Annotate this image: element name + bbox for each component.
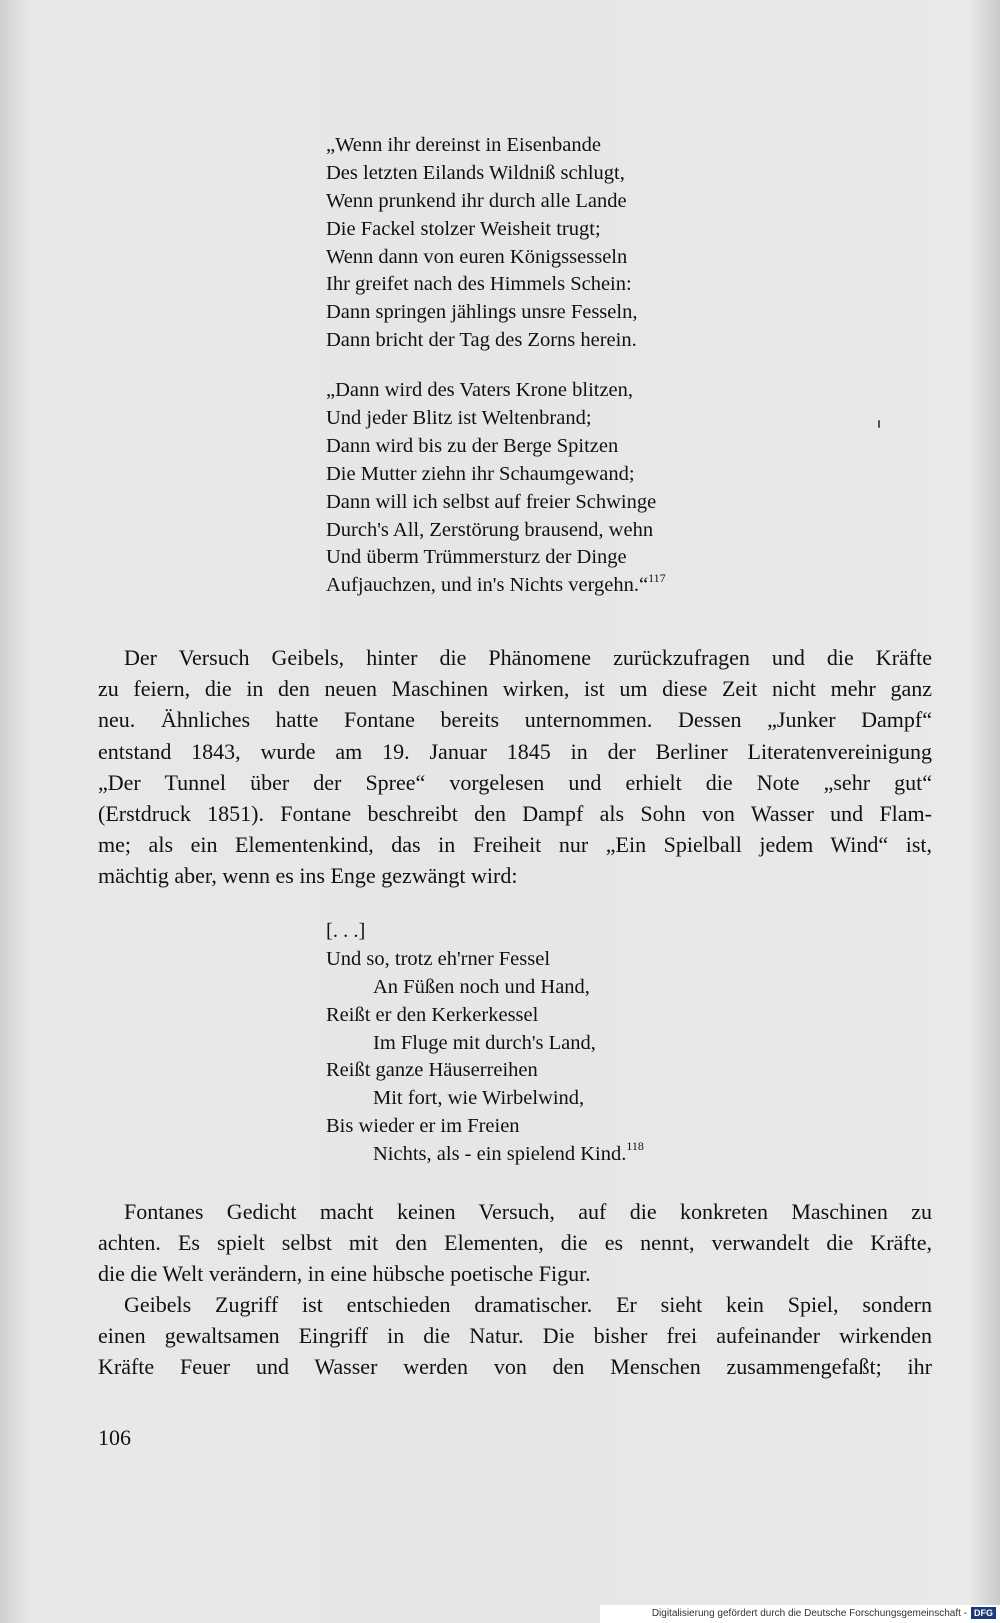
page-number: 106 <box>98 1425 131 1450</box>
poem-line: „Wenn ihr dereinst in Eisenbande <box>326 134 602 156</box>
scan-speck <box>878 420 880 428</box>
text-line: Geibels Zugriff ist entschieden dramatischer. Er sieht kein Spiel, sondern <box>124 1292 932 1317</box>
poem-line: Dann wird bis zu der Berge Spitzen <box>326 434 619 457</box>
poem-line <box>326 572 666 600</box>
poem-line: Dann will ich selbst auf freier Schwinge <box>326 490 657 513</box>
poem-line: An Füßen noch und Hand, <box>373 975 590 998</box>
footnote-marker: 118 <box>626 1139 644 1154</box>
text-line: me; als ein Elementenkind, das in Freiheit nur „Ein Spielball jedem Wind“ ist, <box>98 832 932 858</box>
digitization-footer <box>600 1605 1000 1623</box>
poem-line: Wenn dann von euren Königssesseln <box>326 245 628 268</box>
poem-block-1 <box>326 132 666 600</box>
poem-line: Dann bricht der Tag des Zorns herein. <box>326 329 637 352</box>
poem-line: Mit fort, wie Wirbelwind, <box>373 1087 585 1110</box>
paragraph-3 <box>98 1289 932 1383</box>
footer-text: Digitalisierung gefördert durch die Deutsche Forschungsgemeinschaft - <box>651 1608 967 1619</box>
poem-line: Und so, trotz eh'rner Fessel <box>326 947 551 970</box>
poem-line: Und jeder Blitz ist Weltenbrand; <box>326 407 592 430</box>
text-line: „Der Tunnel über der Spree“ vorgelesen und erhielt die Note „sehr gut“ <box>98 769 932 795</box>
paragraph-2 <box>98 1196 932 1290</box>
text-line: mächtig aber, wenn es ins Enge gezwängt wird: <box>98 863 518 889</box>
poem-line: Reißt ganze Häuserreihen <box>326 1059 538 1082</box>
text-line: zu feiern, die in den neuen Maschinen wirken, ist um diese Zeit nicht mehr ganz <box>98 676 932 702</box>
text-line: einen gewaltsamen Eingriff in die Natur. Die bisher frei aufeinander wirkenden <box>98 1323 932 1349</box>
text-line: die die Welt verändern, in eine hübsche poetische Figur. <box>98 1261 591 1287</box>
poem-line: Ihr greifet nach des Himmels Schein: <box>326 273 632 296</box>
text-line: neu. Ähnliches hatte Fontane bereits unternommen. Dessen „Junker Dampf“ <box>98 707 932 733</box>
text-line: Kräfte Feuer und Wasser werden von den Menschen zusammengefaßt; ihr <box>98 1354 932 1380</box>
paragraph-1 <box>98 642 932 892</box>
poem-line: Wenn prunkend ihr durch alle Lande <box>326 189 627 212</box>
poem-line: Die Fackel stolzer Weisheit trugt; <box>326 217 601 240</box>
poem-line: Dann springen jählings unsre Fesseln, <box>326 301 638 324</box>
poem-line: „Dann wird des Vaters Krone blitzen, <box>326 379 634 402</box>
text-line: achten. Es spielt selbst mit den Elementen, die es nennt, verwandelt die Kräfte, <box>98 1230 932 1256</box>
text-line: Der Versuch Geibels, hinter die Phänomene zurückzufragen und die Kräfte <box>124 645 932 670</box>
stanza-gap <box>326 355 666 377</box>
text-line: Fontanes Gedicht macht keinen Versuch, auf die konkreten Maschinen zu <box>124 1199 932 1224</box>
text-line: entstand 1843, wurde am 19. Januar 1845 in der Berliner Literatenvereinigung <box>98 738 932 764</box>
footnote-marker: 117 <box>648 570 666 585</box>
poem-line: Bis wieder er im Freien <box>326 1115 520 1138</box>
poem-line: Und überm Trümmersturz der Dinge <box>326 546 627 569</box>
poem-line-text: Aufjauchzen, und in's Nichts vergehn.“ <box>326 574 649 597</box>
poem-line: Im Fluge mit durch's Land, <box>373 1031 596 1054</box>
dfg-logo: DFG <box>971 1607 996 1619</box>
poem-line: [. . .] <box>326 920 366 942</box>
text-line: (Erstdruck 1851). Fontane beschreibt den Dampf als Sohn von Wasser und Flam- <box>98 800 932 826</box>
poem-line: Des letzten Eilands Wildniß schlugt, <box>326 161 625 184</box>
poem-line <box>326 1141 644 1169</box>
poem-line: Reißt er den Kerkerkessel <box>326 1003 539 1026</box>
poem-block-2 <box>326 918 644 1169</box>
poem-line: Die Mutter ziehn ihr Schaumgewand; <box>326 462 635 485</box>
poem-line: Durch's All, Zerstörung brausend, wehn <box>326 518 654 541</box>
poem-line-text: Nichts, als - ein spielend Kind. <box>373 1143 627 1166</box>
